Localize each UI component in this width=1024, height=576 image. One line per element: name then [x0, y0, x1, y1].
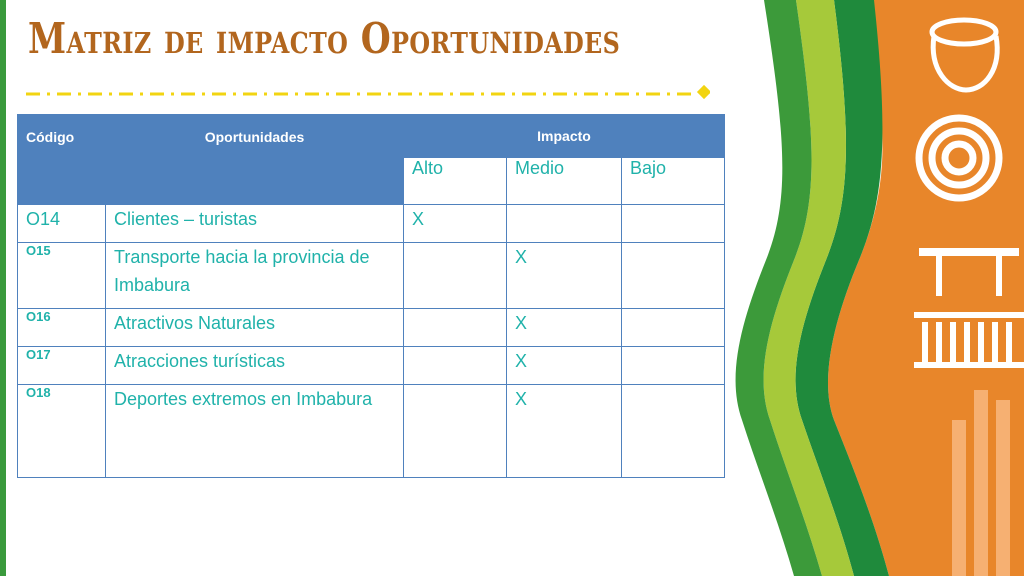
header-level-bajo: Bajo [622, 158, 725, 205]
table-row [18, 205, 725, 243]
row-medio: X [507, 243, 622, 309]
row-alto: X [404, 205, 507, 243]
impact-matrix-table [17, 114, 725, 478]
left-accent-stripe [0, 0, 6, 576]
row-bajo [622, 243, 725, 309]
row-opportunity: Atractivos Naturales [106, 309, 404, 347]
row-medio [507, 205, 622, 243]
row-code: O15 [18, 243, 106, 309]
row-code: O16 [18, 309, 106, 347]
row-medio: X [507, 385, 622, 478]
row-opportunity: Atracciones turísticas [106, 347, 404, 385]
row-opportunity: Transporte hacia la provincia de Imbabura [106, 243, 404, 309]
row-code: O14 [18, 205, 106, 243]
decorative-side-banner [724, 0, 1024, 576]
row-opportunity: Clientes – turistas [106, 205, 404, 243]
row-alto [404, 347, 507, 385]
header-impact: Impacto [404, 115, 725, 158]
row-alto [404, 385, 507, 478]
row-code: O18 [18, 385, 106, 478]
page-title: Matriz de impacto Oportunidades [28, 14, 621, 63]
header-level-medio: Medio [507, 158, 622, 205]
row-bajo [622, 205, 725, 243]
row-opportunity: Deportes extremos en Imbabura [106, 385, 404, 478]
row-bajo [622, 347, 725, 385]
row-alto [404, 309, 507, 347]
header-opportunities: Oportunidades [106, 115, 404, 205]
row-bajo [622, 385, 725, 478]
row-medio: X [507, 309, 622, 347]
dashed-divider [26, 84, 710, 102]
table-row [18, 385, 725, 478]
table-row [18, 309, 725, 347]
row-bajo [622, 309, 725, 347]
table-row [18, 347, 725, 385]
row-medio: X [507, 347, 622, 385]
header-code: Código [18, 115, 106, 205]
table-row [18, 243, 725, 309]
table-header-row [18, 115, 725, 158]
divider-diamond-icon [697, 85, 710, 99]
header-level-alto: Alto [404, 158, 507, 205]
row-alto [404, 243, 507, 309]
row-code: O17 [18, 347, 106, 385]
